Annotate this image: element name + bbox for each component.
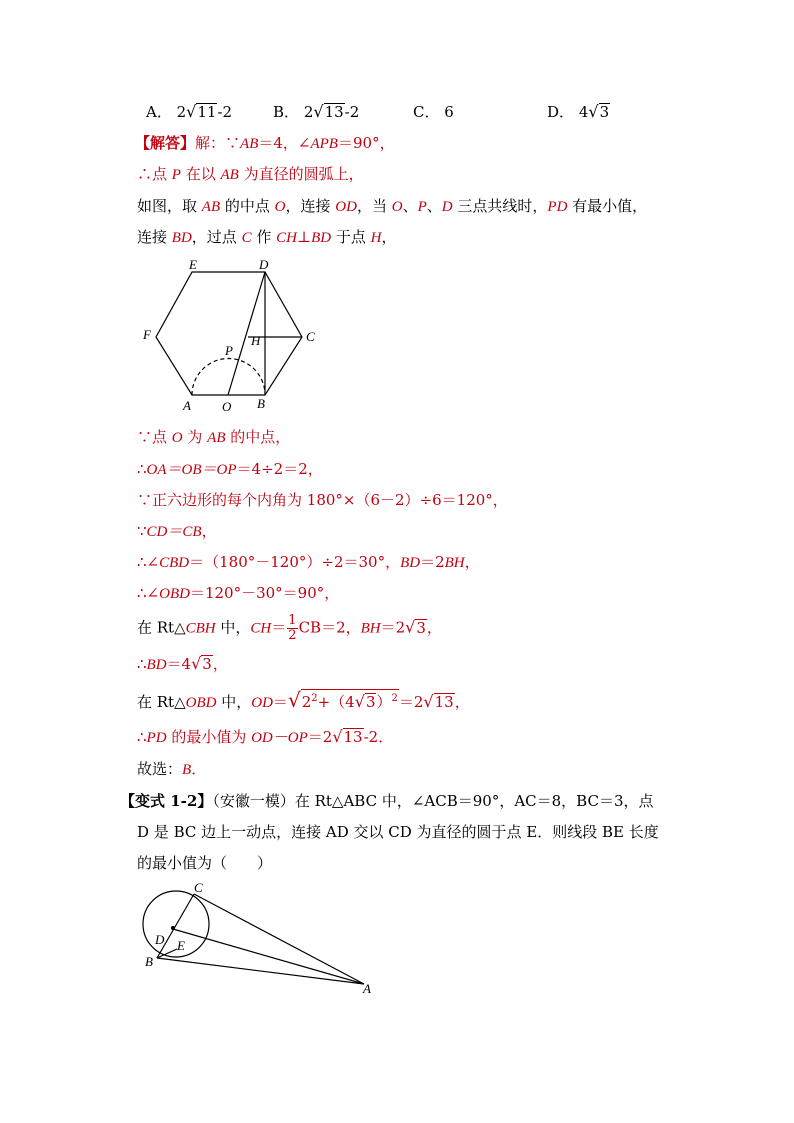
option-d: D． 4√3 xyxy=(547,102,610,121)
option-b: B． 2√13-2 xyxy=(273,102,360,121)
solution-line-12: ∴BD＝4√3， xyxy=(137,654,228,673)
label-b2: B xyxy=(145,954,153,969)
solution-line-13: 在 Rt△OBD 中，$OD=√2^2+(4√3)^2=2√13$， xyxy=(137,688,470,712)
variant-line-1: 【变式 1-2】（安徽一模）在 Rt△ABC 中，∠ACB＝90°，AC＝8，BC＝3，点 xyxy=(120,792,654,810)
solution-line-7: ∵正六边形的每个内角为 180°×（6－2）÷6＝120°， xyxy=(137,491,508,509)
solution-line-15: 故选：B． xyxy=(137,760,207,778)
hexagon-figure xyxy=(135,255,325,415)
label-d: D xyxy=(259,257,269,272)
variant-line-3: 的最小值为（ ） xyxy=(137,854,273,872)
solution-line-8: ∵CD＝CB， xyxy=(137,522,217,540)
label-h: H xyxy=(251,333,261,348)
solution-line-2: ∴点 P 在以 AB 为直径的圆弧上， xyxy=(137,165,364,183)
label-e2: E xyxy=(177,938,185,953)
fraction-half: $\frac{1}{2}$ xyxy=(288,613,297,643)
label-b: B xyxy=(257,396,265,411)
label-o: O xyxy=(222,399,232,414)
solution-line-10: ∴∠OBD＝120°－30°＝90°， xyxy=(137,584,340,602)
label-a: A xyxy=(183,398,191,413)
label-e: E xyxy=(189,257,197,272)
solution-line-3: 如图，取 AB 的中点 O，连接 OD，当 O、P、D 三点共线时，PD 有最小值， xyxy=(137,197,648,215)
solution-line-4: 连接 BD，过点 C 作 CH⊥BD 于点 H， xyxy=(137,228,397,246)
label-d2: D xyxy=(155,932,165,947)
option-a: A． 2√11-2 xyxy=(146,102,233,121)
solution-line-14: ∴PD 的最小值为 OD－OP＝2√13-2． xyxy=(137,727,394,746)
solution-line-1: 【解答】解：∵AB＝4，∠APB＝90°， xyxy=(135,134,395,152)
variant-line-2: D 是 BC 边上一动点，连接 AD 交以 CD 为直径的圆于点 E．则线段 BE 长度 xyxy=(137,823,659,841)
solution-line-5: ∵点 O 为 AB 的中点， xyxy=(137,428,291,446)
solution-line-6: ∴OA＝OB＝OP＝4÷2＝2， xyxy=(137,460,323,478)
solution-line-11: 在 Rt△CBH 中，CH＝ $\frac{1}{2}$ CB＝2，BH＝2√3， xyxy=(137,613,442,643)
solution-line-9: ∴∠CBD＝（180°－120°）÷2＝30°，BD＝2BH， xyxy=(137,553,480,571)
label-a2: A xyxy=(363,981,371,996)
label-p: P xyxy=(225,343,233,358)
label-c2: C xyxy=(194,880,203,895)
circle-triangle-figure xyxy=(135,878,385,998)
label-c: C xyxy=(306,329,315,344)
label-f: F xyxy=(143,327,151,342)
option-c: C． 6 xyxy=(413,103,454,121)
